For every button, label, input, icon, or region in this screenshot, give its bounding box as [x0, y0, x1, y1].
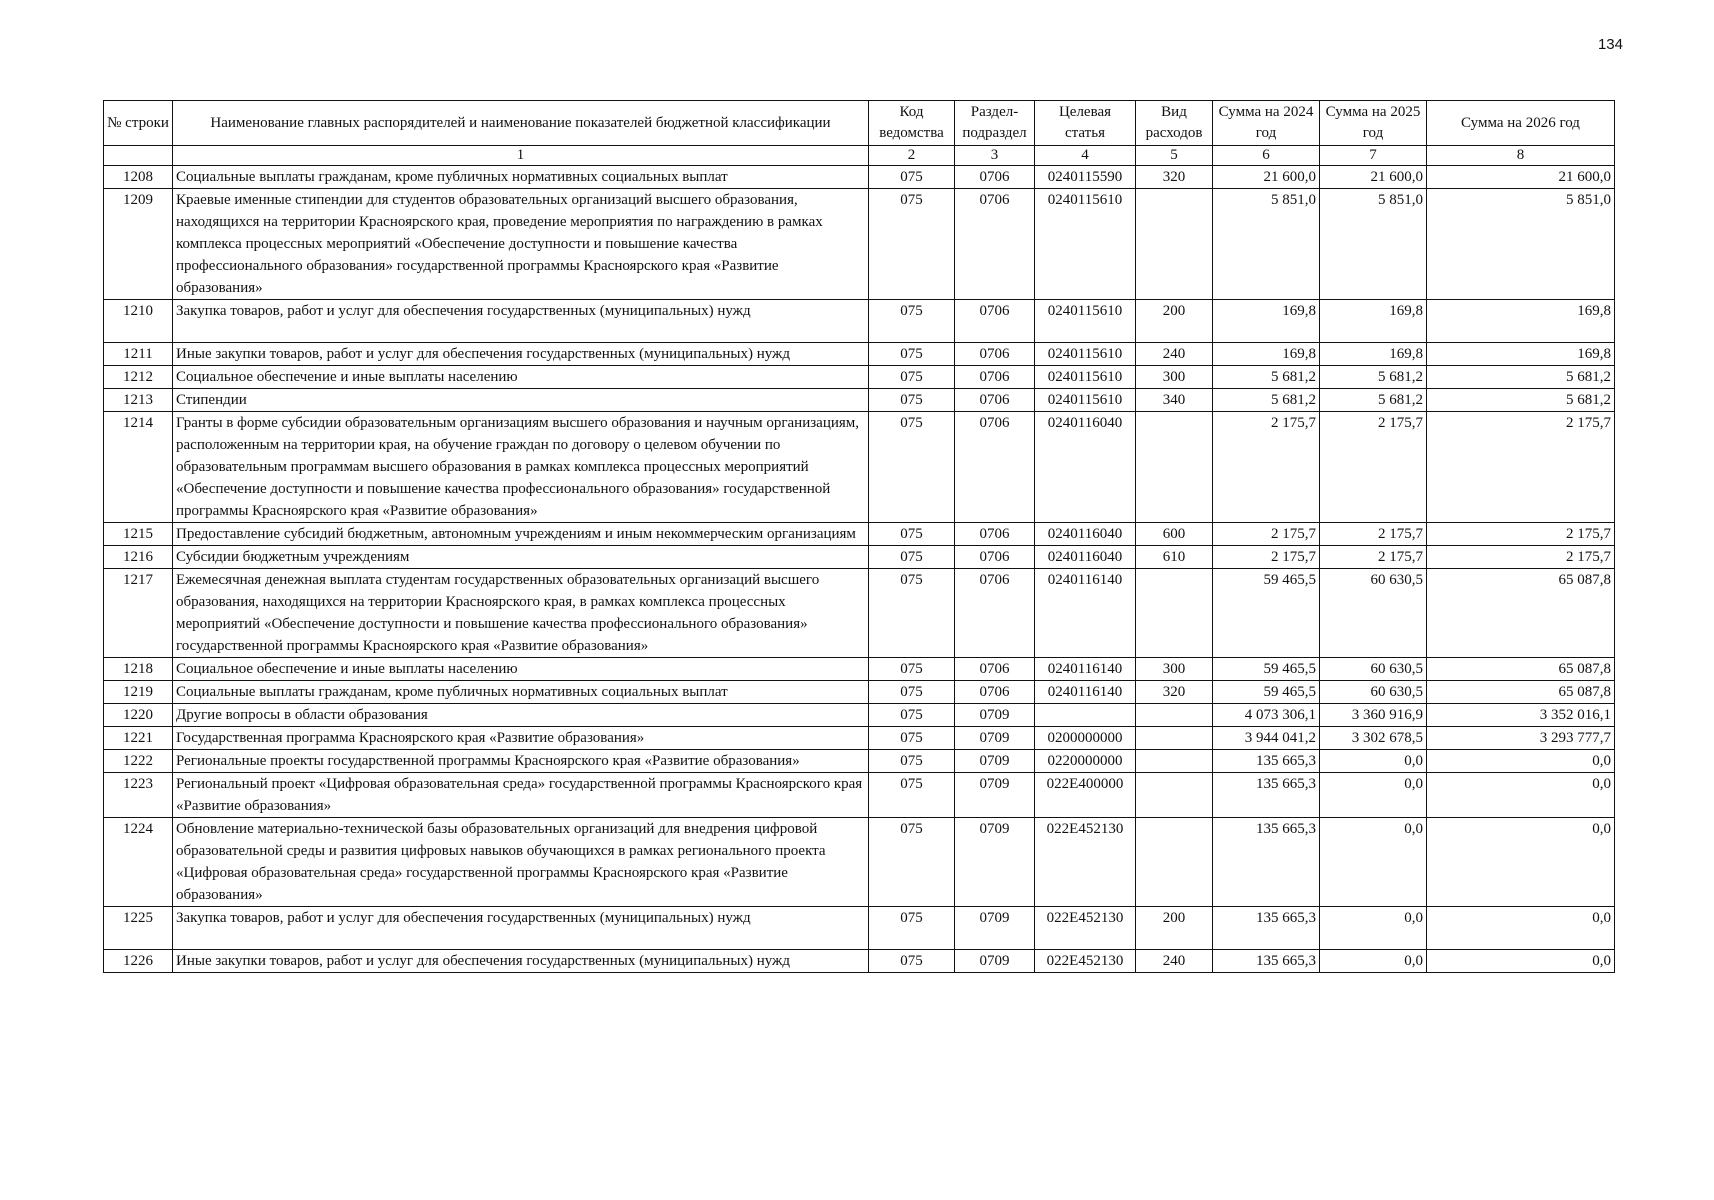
table-row [104, 569, 1615, 658]
target-article: 0240116140 [1035, 681, 1136, 704]
row-number: 1225 [104, 907, 173, 950]
row-name: Социальные выплаты гражданам, кроме публичных нормативных социальных выплат [173, 166, 869, 189]
budget-table [103, 100, 1615, 973]
amount-2024: 135 665,3 [1213, 907, 1320, 950]
amount-2025: 169,8 [1320, 300, 1427, 343]
expense-type [1136, 412, 1213, 523]
target-article: 0240115610 [1035, 343, 1136, 366]
target-article: 0240116040 [1035, 546, 1136, 569]
row-number: 1222 [104, 750, 173, 773]
section-code: 0709 [955, 750, 1035, 773]
section-code: 0706 [955, 300, 1035, 343]
amount-2024: 169,8 [1213, 343, 1320, 366]
table-row [104, 727, 1615, 750]
section-code: 0706 [955, 681, 1035, 704]
column-number: 5 [1136, 146, 1213, 166]
amount-2025: 5 681,2 [1320, 366, 1427, 389]
amount-2025: 2 175,7 [1320, 546, 1427, 569]
table-row [104, 300, 1615, 343]
amount-2024: 5 681,2 [1213, 389, 1320, 412]
department-code: 075 [869, 189, 955, 300]
row-name: Закупка товаров, работ и услуг для обеспечения государственных (муниципальных) нужд [173, 300, 869, 343]
target-article: 0240115610 [1035, 189, 1136, 300]
expense-type [1136, 750, 1213, 773]
row-name: Региональный проект «Цифровая образовательная среда» государственной программы Красноярского края «Развитие образования» [173, 773, 869, 818]
section-code: 0709 [955, 950, 1035, 973]
amount-2024: 135 665,3 [1213, 950, 1320, 973]
table-row [104, 658, 1615, 681]
amount-2026: 65 087,8 [1427, 658, 1615, 681]
amount-2025: 0,0 [1320, 773, 1427, 818]
table-row [104, 546, 1615, 569]
department-code: 075 [869, 343, 955, 366]
column-number: 3 [955, 146, 1035, 166]
table-row [104, 343, 1615, 366]
amount-2025: 0,0 [1320, 907, 1427, 950]
section-code: 0709 [955, 773, 1035, 818]
table-row [104, 189, 1615, 300]
amount-2024: 3 944 041,2 [1213, 727, 1320, 750]
amount-2025: 2 175,7 [1320, 412, 1427, 523]
target-article: 0240116040 [1035, 523, 1136, 546]
department-code: 075 [869, 166, 955, 189]
expense-type [1136, 704, 1213, 727]
department-code: 075 [869, 412, 955, 523]
row-number: 1213 [104, 389, 173, 412]
row-number: 1215 [104, 523, 173, 546]
section-code: 0706 [955, 412, 1035, 523]
expense-type: 600 [1136, 523, 1213, 546]
amount-2024: 4 073 306,1 [1213, 704, 1320, 727]
department-code: 075 [869, 366, 955, 389]
row-name: Предоставление субсидий бюджетным, автономным учреждениям и иным некоммерческим организациям [173, 523, 869, 546]
target-article: 022E452130 [1035, 950, 1136, 973]
row-number: 1224 [104, 818, 173, 907]
row-number: 1217 [104, 569, 173, 658]
amount-2025: 0,0 [1320, 750, 1427, 773]
target-article: 0240115610 [1035, 389, 1136, 412]
amount-2024: 5 851,0 [1213, 189, 1320, 300]
table-row [104, 523, 1615, 546]
department-code: 075 [869, 569, 955, 658]
section-code: 0706 [955, 658, 1035, 681]
row-name: Социальное обеспечение и иные выплаты населению [173, 658, 869, 681]
table-row [104, 681, 1615, 704]
table-row [104, 389, 1615, 412]
column-number: 7 [1320, 146, 1427, 166]
department-code: 075 [869, 389, 955, 412]
table-row [104, 412, 1615, 523]
amount-2026: 3 352 016,1 [1427, 704, 1615, 727]
amount-2024: 135 665,3 [1213, 750, 1320, 773]
table-row [104, 704, 1615, 727]
amount-2024: 59 465,5 [1213, 569, 1320, 658]
target-article: 0240116140 [1035, 658, 1136, 681]
expense-type: 320 [1136, 681, 1213, 704]
expense-type: 240 [1136, 950, 1213, 973]
amount-2026: 65 087,8 [1427, 681, 1615, 704]
table-row [104, 750, 1615, 773]
department-code: 075 [869, 818, 955, 907]
expense-type [1136, 189, 1213, 300]
header-cell: Наименование главных распорядителей и наименование показателей бюджетной классификации [173, 101, 869, 146]
row-name: Иные закупки товаров, работ и услуг для обеспечения государственных (муниципальных) нужд [173, 343, 869, 366]
header-cell: Целевая статья [1035, 101, 1136, 146]
amount-2026: 169,8 [1427, 343, 1615, 366]
table-row [104, 818, 1615, 907]
row-name: Другие вопросы в области образования [173, 704, 869, 727]
row-number: 1221 [104, 727, 173, 750]
department-code: 075 [869, 658, 955, 681]
target-article: 022E452130 [1035, 818, 1136, 907]
row-number: 1212 [104, 366, 173, 389]
target-article: 0240115590 [1035, 166, 1136, 189]
department-code: 075 [869, 704, 955, 727]
amount-2026: 2 175,7 [1427, 412, 1615, 523]
amount-2025: 60 630,5 [1320, 569, 1427, 658]
row-name: Закупка товаров, работ и услуг для обеспечения государственных (муниципальных) нужд [173, 907, 869, 950]
expense-type: 300 [1136, 658, 1213, 681]
section-code: 0709 [955, 907, 1035, 950]
row-name: Стипендии [173, 389, 869, 412]
header-cell: Раздел-подраздел [955, 101, 1035, 146]
row-name: Социальные выплаты гражданам, кроме публичных нормативных социальных выплат [173, 681, 869, 704]
row-number: 1208 [104, 166, 173, 189]
row-number: 1218 [104, 658, 173, 681]
target-article: 0240116040 [1035, 412, 1136, 523]
section-code: 0706 [955, 166, 1035, 189]
amount-2025: 5 851,0 [1320, 189, 1427, 300]
expense-type: 320 [1136, 166, 1213, 189]
department-code: 075 [869, 950, 955, 973]
row-number: 1214 [104, 412, 173, 523]
column-number: 4 [1035, 146, 1136, 166]
amount-2024: 2 175,7 [1213, 412, 1320, 523]
header-cell: Вид расходов [1136, 101, 1213, 146]
header-cell: Код ведомства [869, 101, 955, 146]
row-number: 1226 [104, 950, 173, 973]
row-number: 1220 [104, 704, 173, 727]
column-number: 2 [869, 146, 955, 166]
amount-2026: 169,8 [1427, 300, 1615, 343]
section-code: 0706 [955, 546, 1035, 569]
header-cell: № строки [104, 101, 173, 146]
section-code: 0706 [955, 189, 1035, 300]
header-cell: Сумма на 2025 год [1320, 101, 1427, 146]
row-name: Региональные проекты государственной программы Красноярского края «Развитие образования» [173, 750, 869, 773]
row-number: 1223 [104, 773, 173, 818]
section-code: 0706 [955, 569, 1035, 658]
department-code: 075 [869, 907, 955, 950]
expense-type [1136, 569, 1213, 658]
amount-2026: 5 851,0 [1427, 189, 1615, 300]
table-row [104, 366, 1615, 389]
row-name: Субсидии бюджетным учреждениям [173, 546, 869, 569]
amount-2024: 2 175,7 [1213, 523, 1320, 546]
amount-2024: 59 465,5 [1213, 658, 1320, 681]
amount-2026: 21 600,0 [1427, 166, 1615, 189]
amount-2024: 21 600,0 [1213, 166, 1320, 189]
row-name: Гранты в форме субсидии образовательным организациям высшего образования и научным организациям, расположенным на территории края, на обучение граждан по договору о целевом обучении по образовательным программам высшего образования в рамках комплекса процессных мероприятий «Обеспечение доступности и повышение качества профессионального образования» государственной программы Красноярского края «Развитие образования» [173, 412, 869, 523]
table-row [104, 166, 1615, 189]
amount-2026: 65 087,8 [1427, 569, 1615, 658]
target-article: 022E452130 [1035, 907, 1136, 950]
section-code: 0706 [955, 366, 1035, 389]
amount-2024: 2 175,7 [1213, 546, 1320, 569]
column-number-row [104, 146, 1615, 166]
department-code: 075 [869, 523, 955, 546]
amount-2026: 0,0 [1427, 750, 1615, 773]
target-article: 0220000000 [1035, 750, 1136, 773]
row-name: Социальное обеспечение и иные выплаты населению [173, 366, 869, 389]
table-row [104, 907, 1615, 950]
row-name: Краевые именные стипендии для студентов образовательных организаций высшего образования, находящихся на территории Красноярского края, проведение мероприятия по награждению в рамках комплекса процессных мероприятий «Обеспечение доступности и повышение качества профессионального образования» государственной программы Красноярского края «Развитие образования» [173, 189, 869, 300]
header-cell: Сумма на 2026 год [1427, 101, 1615, 146]
department-code: 075 [869, 546, 955, 569]
row-number: 1209 [104, 189, 173, 300]
amount-2025: 0,0 [1320, 818, 1427, 907]
amount-2024: 5 681,2 [1213, 366, 1320, 389]
department-code: 075 [869, 681, 955, 704]
column-number [104, 146, 173, 166]
department-code: 075 [869, 300, 955, 343]
page-number: 134 [1597, 36, 1623, 53]
amount-2025: 21 600,0 [1320, 166, 1427, 189]
amount-2025: 60 630,5 [1320, 681, 1427, 704]
header-cell: Сумма на 2024 год [1213, 101, 1320, 146]
department-code: 075 [869, 750, 955, 773]
table-body [104, 166, 1615, 973]
amount-2025: 5 681,2 [1320, 389, 1427, 412]
header-row [104, 101, 1615, 146]
expense-type: 200 [1136, 907, 1213, 950]
department-code: 075 [869, 773, 955, 818]
section-code: 0706 [955, 343, 1035, 366]
row-number: 1219 [104, 681, 173, 704]
department-code: 075 [869, 727, 955, 750]
amount-2026: 0,0 [1427, 950, 1615, 973]
expense-type [1136, 773, 1213, 818]
table-row [104, 950, 1615, 973]
expense-type: 300 [1136, 366, 1213, 389]
column-number: 8 [1427, 146, 1615, 166]
expense-type [1136, 727, 1213, 750]
expense-type: 200 [1136, 300, 1213, 343]
amount-2025: 3 302 678,5 [1320, 727, 1427, 750]
amount-2024: 135 665,3 [1213, 773, 1320, 818]
target-article: 0200000000 [1035, 727, 1136, 750]
amount-2024: 59 465,5 [1213, 681, 1320, 704]
amount-2025: 2 175,7 [1320, 523, 1427, 546]
row-name: Обновление материально-технической базы образовательных организаций для внедрения цифровой образовательной среды и развития цифровых навыков обучающихся в рамках регионального проекта «Цифровая образовательная среда» государственной программы Красноярского края «Развитие образования» [173, 818, 869, 907]
row-number: 1210 [104, 300, 173, 343]
amount-2026: 0,0 [1427, 773, 1615, 818]
amount-2025: 3 360 916,9 [1320, 704, 1427, 727]
expense-type: 610 [1136, 546, 1213, 569]
expense-type: 340 [1136, 389, 1213, 412]
amount-2026: 3 293 777,7 [1427, 727, 1615, 750]
row-number: 1216 [104, 546, 173, 569]
amount-2024: 169,8 [1213, 300, 1320, 343]
section-code: 0706 [955, 389, 1035, 412]
expense-type: 240 [1136, 343, 1213, 366]
column-number: 6 [1213, 146, 1320, 166]
expense-type [1136, 818, 1213, 907]
target-article: 0240115610 [1035, 300, 1136, 343]
target-article: 022E400000 [1035, 773, 1136, 818]
amount-2026: 5 681,2 [1427, 366, 1615, 389]
column-number: 1 [173, 146, 869, 166]
target-article [1035, 704, 1136, 727]
table-row [104, 773, 1615, 818]
amount-2025: 169,8 [1320, 343, 1427, 366]
amount-2026: 0,0 [1427, 818, 1615, 907]
section-code: 0706 [955, 523, 1035, 546]
amount-2026: 0,0 [1427, 907, 1615, 950]
row-name: Иные закупки товаров, работ и услуг для обеспечения государственных (муниципальных) нужд [173, 950, 869, 973]
row-number: 1211 [104, 343, 173, 366]
amount-2026: 2 175,7 [1427, 546, 1615, 569]
row-name: Ежемесячная денежная выплата студентам государственных образовательных организаций высшего образования, находящихся на территории Красноярского края, в рамках комплекса процессных мероприятий «Обеспечение доступности и повышение качества профессионального образования» государственной программы Красноярского края «Развитие образования» [173, 569, 869, 658]
section-code: 0709 [955, 727, 1035, 750]
amount-2025: 60 630,5 [1320, 658, 1427, 681]
amount-2024: 135 665,3 [1213, 818, 1320, 907]
target-article: 0240115610 [1035, 366, 1136, 389]
amount-2026: 5 681,2 [1427, 389, 1615, 412]
section-code: 0709 [955, 818, 1035, 907]
row-name: Государственная программа Красноярского края «Развитие образования» [173, 727, 869, 750]
amount-2025: 0,0 [1320, 950, 1427, 973]
amount-2026: 2 175,7 [1427, 523, 1615, 546]
section-code: 0709 [955, 704, 1035, 727]
target-article: 0240116140 [1035, 569, 1136, 658]
